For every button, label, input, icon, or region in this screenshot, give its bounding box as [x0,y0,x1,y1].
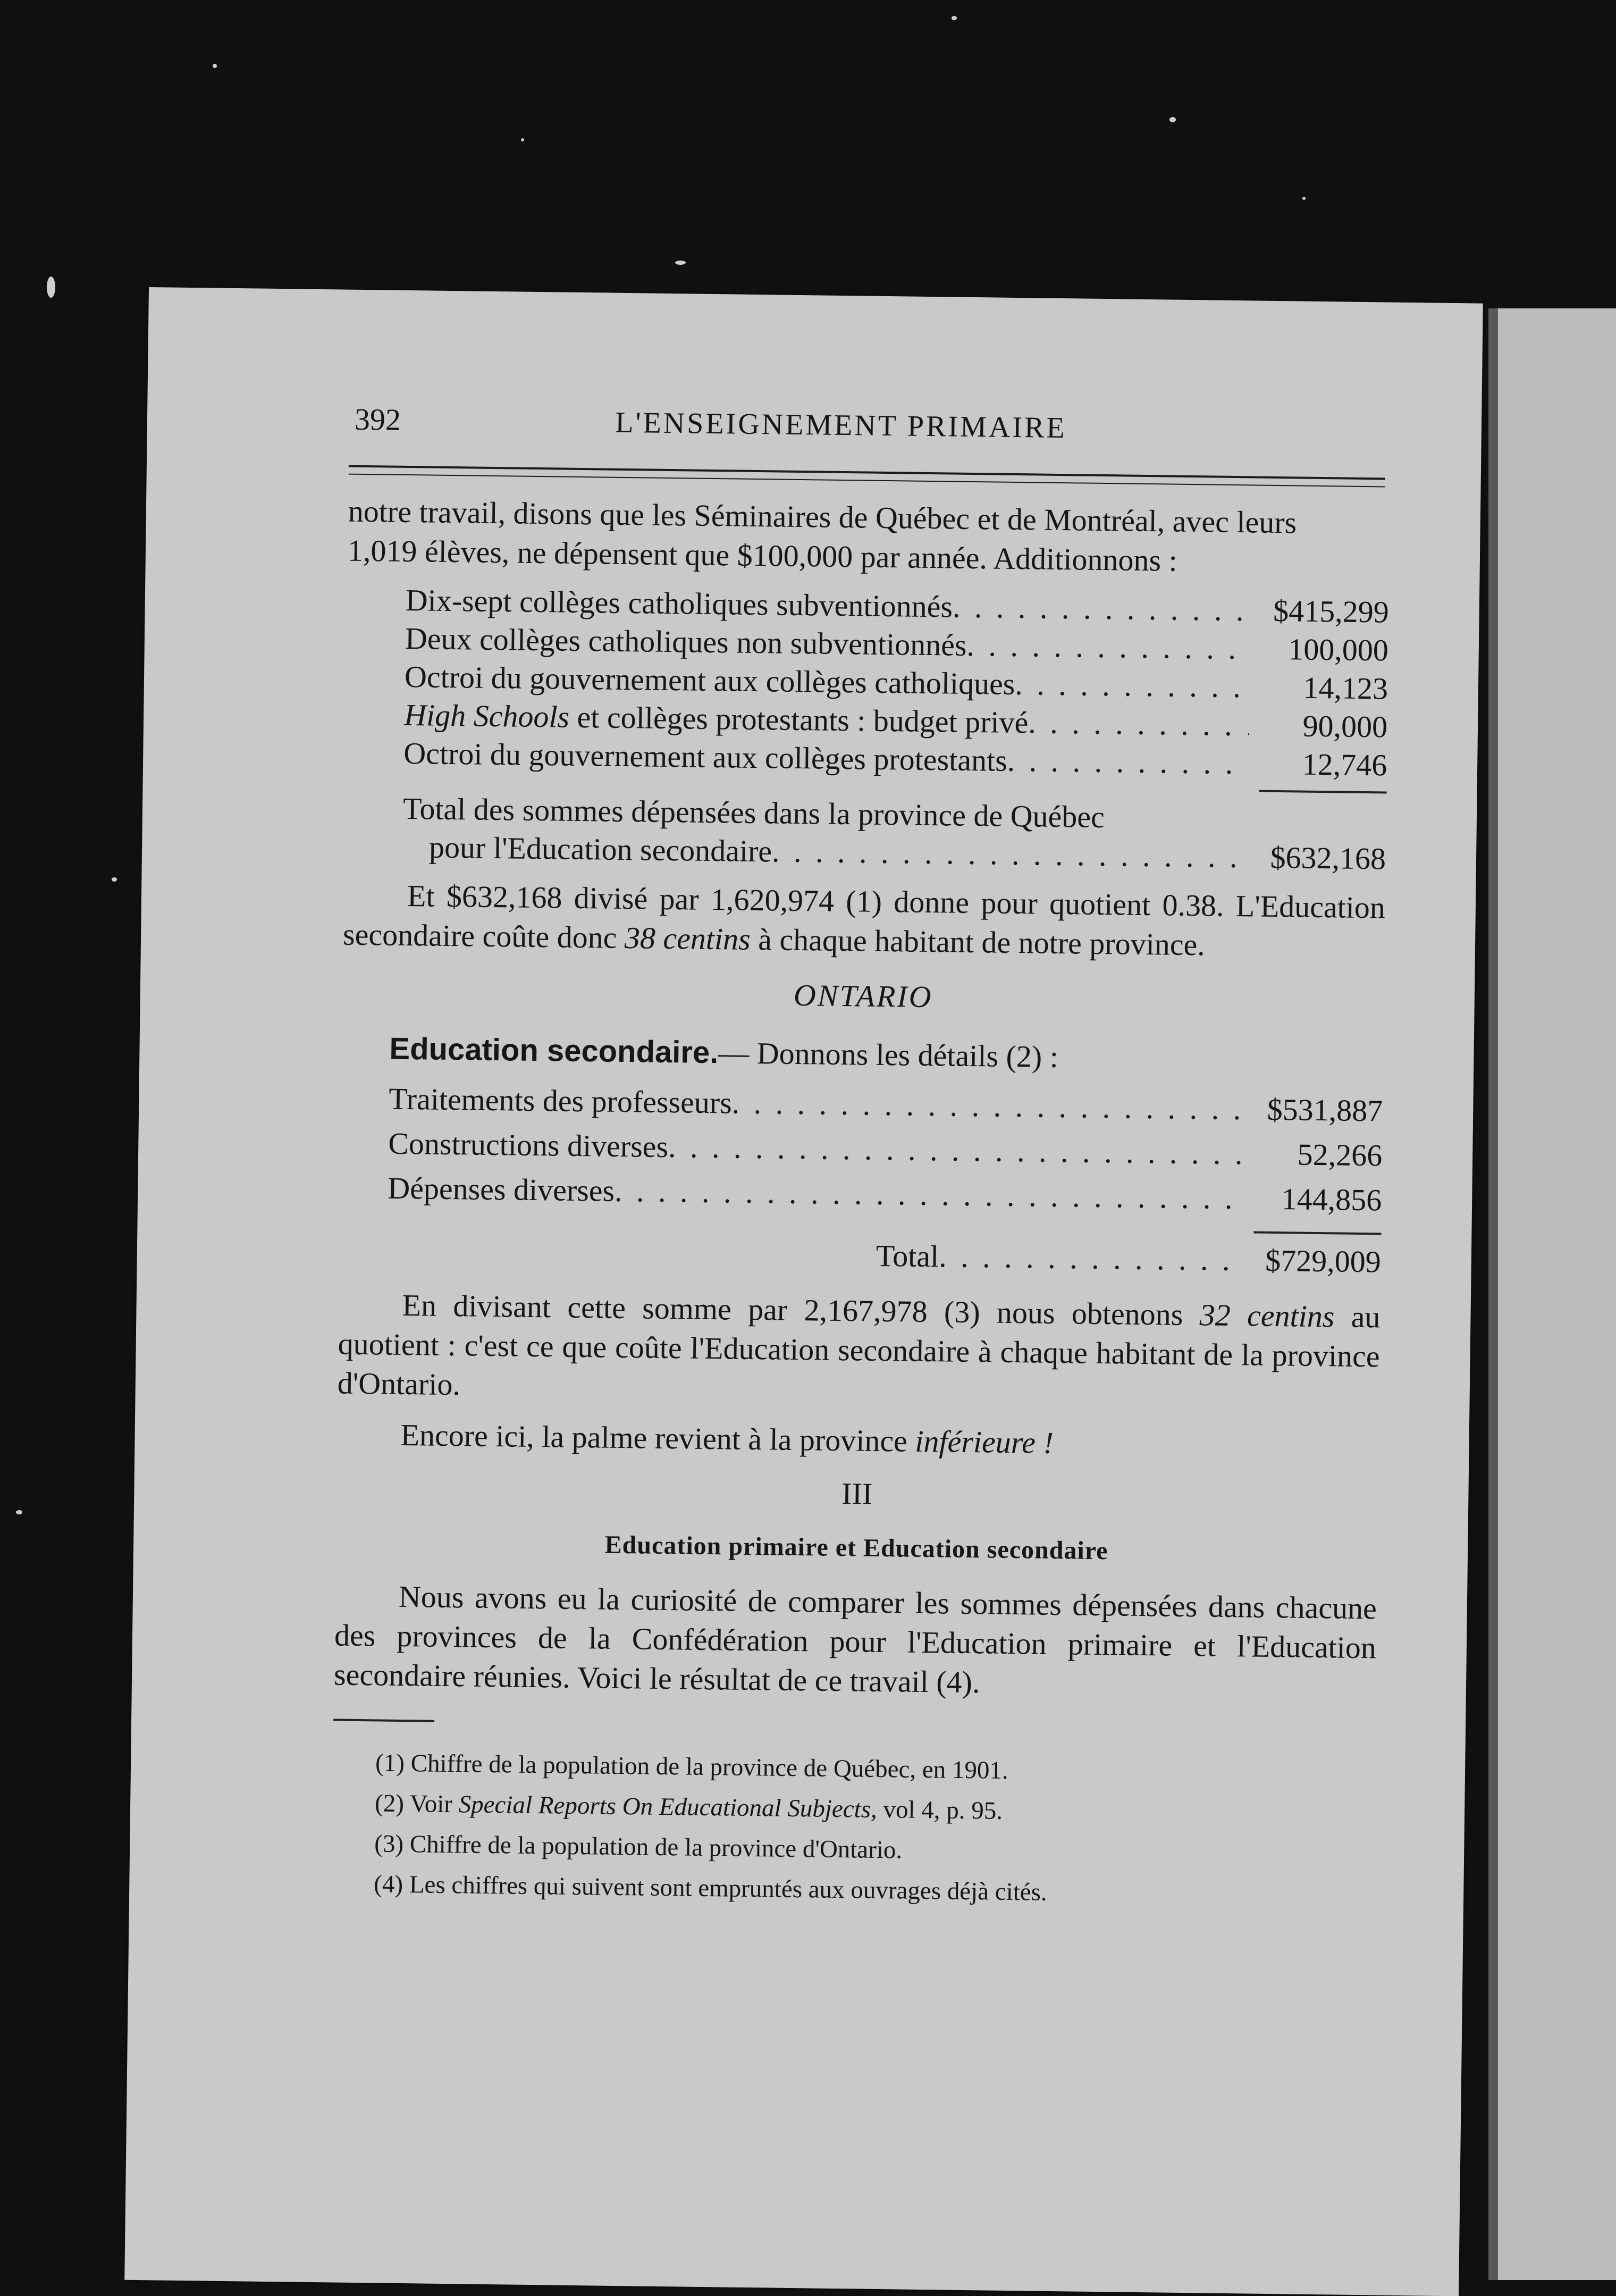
ontario-heading: ONTARIO [793,977,933,1015]
para-italic: inférieure ! [915,1423,1054,1460]
footnote-3: (3) Chiffre de la population de la province d'Ontario. [374,1830,903,1864]
header-rule [349,465,1385,480]
para-italic: 38 centins [624,920,751,957]
total-label-line2: pour l'Education secondaire [428,829,772,869]
ontario-quotient-paragraph [337,1285,1381,1416]
footnote-text: (2) Voir [374,1789,459,1819]
footnote-1: (1) Chiffre de la population de la province de Québec, en 1901. [375,1749,1009,1784]
row-amount: 12,746 [1302,747,1387,783]
facing-page-edge [1488,308,1616,2280]
scan-speck [1302,197,1306,200]
intro-line-2: 1,019 élèves, ne dépensent que $100,000 par année. Additionnons : [347,533,1178,578]
row-label: Dix-sept collèges catholiques subventionnés [405,582,953,624]
row-amount: $415,299 [1273,593,1390,630]
quebec-expenditure-table [402,581,1389,878]
para-text: au quotient : c'est ce que coûte l'Education secondaire à chaque habitant de la province d'Ontario. [337,1299,1381,1402]
scan-speck [952,16,957,20]
row-label: Traitements des professeurs [388,1081,733,1120]
row-label: Octroi du gouvernement aux collèges catholiques [404,659,1015,701]
leader-dots [772,832,1248,877]
row-label-rest: et collèges protestants : budget privé [569,699,1029,740]
scan-speck [16,1510,22,1514]
footnote-text: vol 4, p. 95. [877,1795,1003,1825]
section-numeral: III [841,1476,873,1511]
para-italic: 32 centins [1199,1297,1335,1334]
leader-dots [615,1171,1244,1218]
row-amount: 100,000 [1287,632,1389,668]
scan-speck [47,276,55,298]
page-body [331,492,1390,1917]
leader-dots [668,1127,1244,1174]
page-number: 392 [354,401,401,437]
scan-speck [213,64,217,68]
para-text: Encore ici, la palme revient à la province [400,1417,915,1459]
subheading-bold: Education secondaire. [389,1031,719,1070]
total-label-line1: Total des sommes dépensées dans la province de Québec [402,791,1105,835]
para-text: Et $632,168 divisé par 1,620,974 (1) donne pour quotient 0.38. L'Education secondaire coûte donc [342,878,1386,956]
leader-dots [731,1084,1244,1129]
palme-paragraph [336,1414,1379,1467]
sum-rule [1253,1231,1381,1235]
leader-dots [1028,703,1250,745]
scan-speck [521,138,524,141]
total-row [386,1230,1381,1287]
section3-paragraph: Nous avons eu la curiosité de comparer les sommes dépensées dans chacune des provinces de la Confédération pour l'Education primaire et l'Education secondaire réunies. Voici le résultat de ce travail (4). [333,1579,1377,1700]
section-title: Education primaire et Education secondaire [604,1530,1108,1565]
leader-dots [1007,741,1249,784]
total-amount: $632,168 [1270,840,1386,876]
row-label-italic: High Schools [403,697,570,734]
row-label: Dépenses diverses [387,1170,615,1208]
leader-dots [1015,665,1250,707]
total-label: Total [876,1238,939,1274]
footnote-4: (4) Les chiffres qui suivent sont empruntés aux ouvrages déjà cités. [374,1870,1048,1906]
running-head: L'ENSEIGNEMENT PRIMAIRE [615,406,1067,445]
scan-speck [675,261,686,265]
row-label: Octroi du gouvernement aux collèges protestants [403,735,1008,778]
scan-speck [112,877,117,882]
row-amount: $531,887 [1267,1092,1383,1128]
total-amount: $729,009 [1265,1243,1382,1279]
footnote-italic: Special Reports On Educational Subjects, [458,1790,878,1823]
para-text: à chaque habitant de notre province. [750,921,1206,962]
intro-line-1: notre travail, disons que les Séminaires de Québec et de Montréal, avec leurs [348,493,1297,540]
footnote-rule [333,1719,434,1722]
row-amount: 144,856 [1281,1181,1382,1218]
subheading-rest: — Donnons les détails (2) : [718,1035,1059,1075]
scan-speck [1169,117,1176,122]
row-amount: 90,000 [1302,708,1388,744]
para-text: En divisant cette somme par 2,167,978 (3) nous obtenons [402,1287,1200,1333]
leader-dots [966,626,1250,669]
row-label: Deux collèges catholiques non subventionnés [405,621,967,663]
sum-rule [1259,790,1387,794]
leader-dots [953,588,1251,631]
quebec-quotient-paragraph [343,876,1386,967]
ontario-expenditure-table [386,1079,1383,1287]
ontario-subheading [341,1029,1384,1081]
leader-dots [939,1237,1243,1280]
row-label: Constructions diverses [388,1126,669,1164]
book-page [124,287,1483,2296]
row-amount: 14,123 [1303,670,1388,706]
row-amount: 52,266 [1297,1137,1383,1173]
